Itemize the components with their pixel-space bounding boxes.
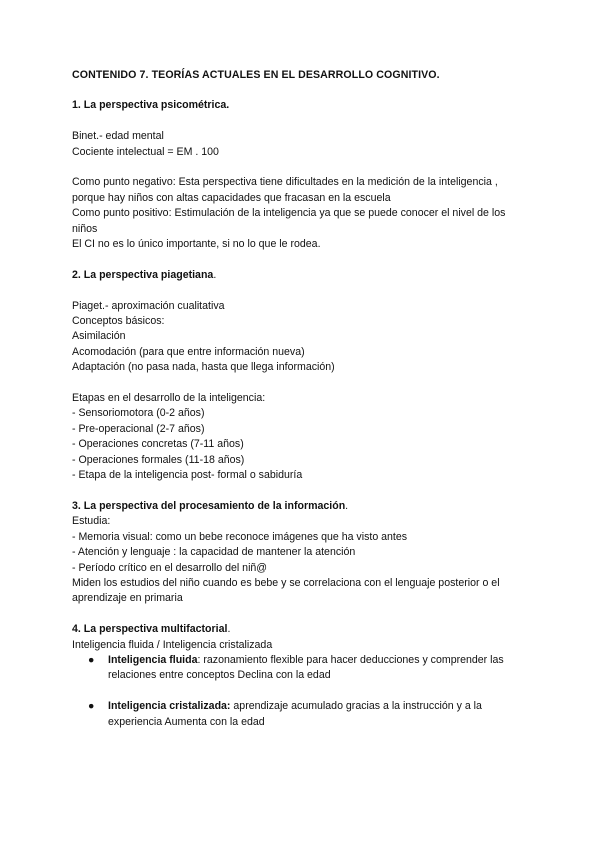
- s2-stage: - Pre-operacional (2-7 años): [72, 422, 205, 435]
- s2-line-conceptos: Conceptos básicos:: [72, 315, 165, 328]
- section-3-heading-text: 3. La perspectiva del procesamiento de la información: [72, 499, 346, 512]
- s4-subtitle: Inteligencia fluida / Inteligencia cristalizada: [72, 638, 273, 651]
- section-1-heading-text: 1. La perspectiva psicométrica: [72, 99, 227, 112]
- section-3-heading: [72, 499, 532, 514]
- bullet-term: Inteligencia fluida: [108, 653, 198, 666]
- s2-stage: - Operaciones concretas (7-11 años): [72, 438, 244, 451]
- s3-line-atencion: - Atención y lenguaje : la capacidad de mantener la atención: [72, 546, 356, 559]
- s2-stage: - Operaciones formales (11-18 años): [72, 453, 245, 466]
- s2-line-piaget: Piaget.- aproximación cualitativa: [72, 299, 225, 312]
- section-4-heading-text: 4. La perspectiva multifactorial: [72, 623, 228, 636]
- s2-stages-title: Etapas en el desarrollo de la inteligencia:: [72, 392, 266, 405]
- bullet-term: Inteligencia cristalizada:: [108, 700, 231, 713]
- s4-bullet-list: [72, 653, 532, 730]
- s1-negative: Como punto negativo: Esta perspectiva tiene dificultades en la medición de la inteligencia , porque hay niños con altas capacidades que fracasan en la escuela: [72, 176, 498, 204]
- list-item: [72, 699, 532, 730]
- s2-line-adaptacion: Adaptación (no pasa nada, hasta que llega información): [72, 361, 335, 374]
- s1-line-binet: Binet.- edad mental: [72, 130, 164, 143]
- document-title: CONTENIDO 7. TEORÍAS ACTUALES EN EL DESARROLLO COGNITIVO.: [72, 69, 440, 81]
- bullet-icon: ●: [88, 700, 95, 713]
- section-3-heading-punct: .: [345, 499, 349, 512]
- section-2-heading: [72, 268, 532, 283]
- section-1-heading: [72, 98, 532, 113]
- s1-positive: Como punto positivo: Estimulación de la inteligencia ya que se puede conocer el nivel de los niños: [72, 207, 506, 235]
- bullet-icon: ●: [88, 653, 95, 666]
- s1-line-ci: Cociente intelectual = EM . 100: [72, 145, 219, 158]
- s3-line-miden: Miden los estudios del niño cuando es bebe y se correlaciona con el lenguaje posterior o el aprendizaje en primaria: [72, 576, 500, 605]
- section-2-heading-punct: .: [213, 268, 217, 281]
- s2-stage: - Sensoriomotora (0-2 años): [72, 407, 205, 420]
- document-content: [72, 68, 532, 730]
- bullet-text: aprendizaje acumulado gracias a la instrucción y a la experiencia Aumenta con la edad: [108, 700, 482, 728]
- section-4-heading-punct: .: [227, 623, 231, 636]
- s2-line-asimilacion: Asimilación: [72, 330, 126, 343]
- s3-line-memoria: - Memoria visual: como un bebe reconoce imágenes que ha visto antes: [72, 530, 408, 543]
- s2-line-acomodacion: Acomodación (para que entre información nueva): [72, 345, 305, 358]
- s1-ci-note: El CI no es lo único importante, si no lo que le rodea.: [72, 238, 321, 251]
- section-1-heading-punct: .: [226, 99, 230, 112]
- bullet-text: : razonamiento flexible para hacer deducciones y comprender las relaciones entre conceptos Declina con la edad: [108, 653, 504, 682]
- section-4-heading: [72, 622, 532, 637]
- list-item: [72, 653, 532, 684]
- s2-stage: - Etapa de la inteligencia post- formal o sabiduría: [72, 469, 303, 482]
- s3-line-periodo: - Período crítico en el desarrollo del niñ@: [72, 561, 268, 574]
- section-2-heading-text: 2. La perspectiva piagetiana: [72, 268, 214, 281]
- s3-line-estudia: Estudia:: [72, 515, 111, 528]
